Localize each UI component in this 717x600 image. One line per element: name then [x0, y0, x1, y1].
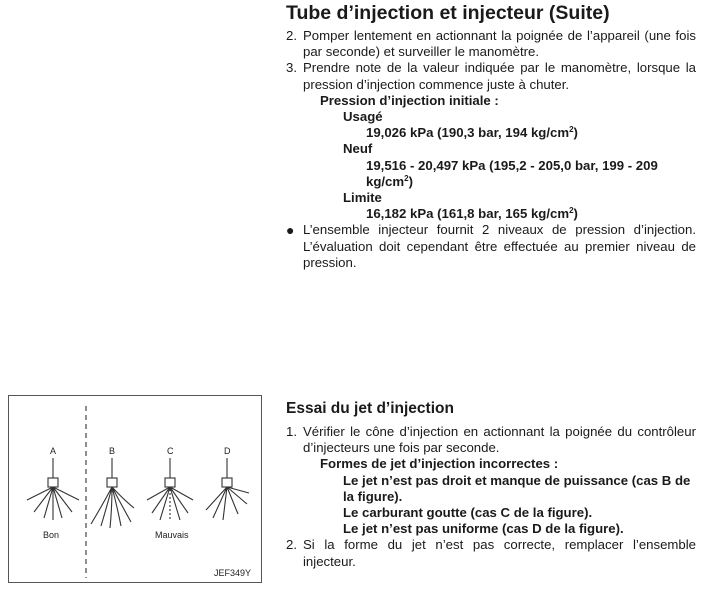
section-spray-test	[286, 399, 696, 570]
good-label: Bon	[43, 530, 60, 540]
form-item-c: Le carburant goutte (cas C de la figure).	[343, 505, 593, 521]
nozzle-b	[91, 458, 134, 528]
used-value: 19,026 kPa (190,3 bar, 194 $kg/cm^2$)	[366, 125, 578, 141]
step-number: 2.	[286, 28, 297, 43]
form-item-d: Le jet n’est pas uniforme (cas D de la figure).	[343, 521, 624, 537]
new-value-line1: 19,516 - 20,497 kPa (195,2 - 205,0 bar, 199 - 209	[366, 157, 658, 173]
step-2	[286, 28, 696, 60]
section-title: Tube d’injection et injecteur (Suite)	[286, 2, 610, 24]
step-number: 2.	[286, 537, 297, 553]
nozzle-d	[206, 458, 249, 520]
limit-value: 16,182 kPa (161,8 bar, 165 $kg/cm^2$)	[366, 206, 578, 222]
bullet-icon: ●	[286, 222, 295, 239]
figure-label-b: B	[109, 446, 116, 456]
step-text: Si la forme du jet n’est pas correcte, remplacer l’ensemble injecteur.	[303, 537, 696, 569]
figure-label-a: A	[50, 446, 57, 456]
new-value-line2: $kg/cm^2$)	[366, 173, 413, 189]
note-bullet	[286, 222, 696, 271]
pressure-heading: Pression d’injection initiale :	[320, 92, 499, 108]
step-text: Prendre note de la valeur indiquée par le manomètre, lorsque la pression d’injection commence juste à chuter.	[303, 60, 696, 92]
form-item-b: Le jet n’est pas droit et manque de puissance (cas B de la figure).	[343, 472, 691, 504]
section-title: Essai du jet d’injection	[286, 400, 454, 417]
used-label: Usagé	[343, 109, 383, 125]
step-number: 3.	[286, 60, 297, 76]
section-injection-tube	[286, 2, 696, 271]
step-text: Pomper lentement en actionnant la poignée de l’appareil (une fois par seconde) et surveiller le manomètre.	[303, 28, 696, 60]
forms-heading: Formes de jet d’injection incorrectes :	[320, 456, 559, 472]
figure-label-c: C	[167, 446, 174, 456]
figure-code: JEF349Y	[214, 568, 252, 578]
step-3	[286, 60, 696, 92]
limit-label: Limite	[343, 190, 382, 206]
bullet-text: L’ensemble injecteur fournit 2 niveaux de pression d’injection. L’évaluation doit cependant être effectuée au premier niveau de pression.	[303, 222, 696, 270]
figure-label-d: D	[224, 446, 231, 456]
step-text: Vérifier le cône d’injection en actionnant la poignée du contrôleur d’injecteurs une fois par seconde.	[303, 424, 696, 456]
new-label: Neuf	[343, 141, 373, 157]
spray-step-2	[286, 537, 696, 569]
nozzle-a	[27, 458, 79, 520]
step-number: 1.	[286, 424, 297, 439]
spray-pattern-drawing	[9, 396, 263, 584]
bad-label: Mauvais	[155, 530, 189, 540]
spray-pattern-figure	[8, 395, 262, 583]
spray-step-1	[286, 424, 696, 456]
nozzle-c	[147, 458, 193, 520]
